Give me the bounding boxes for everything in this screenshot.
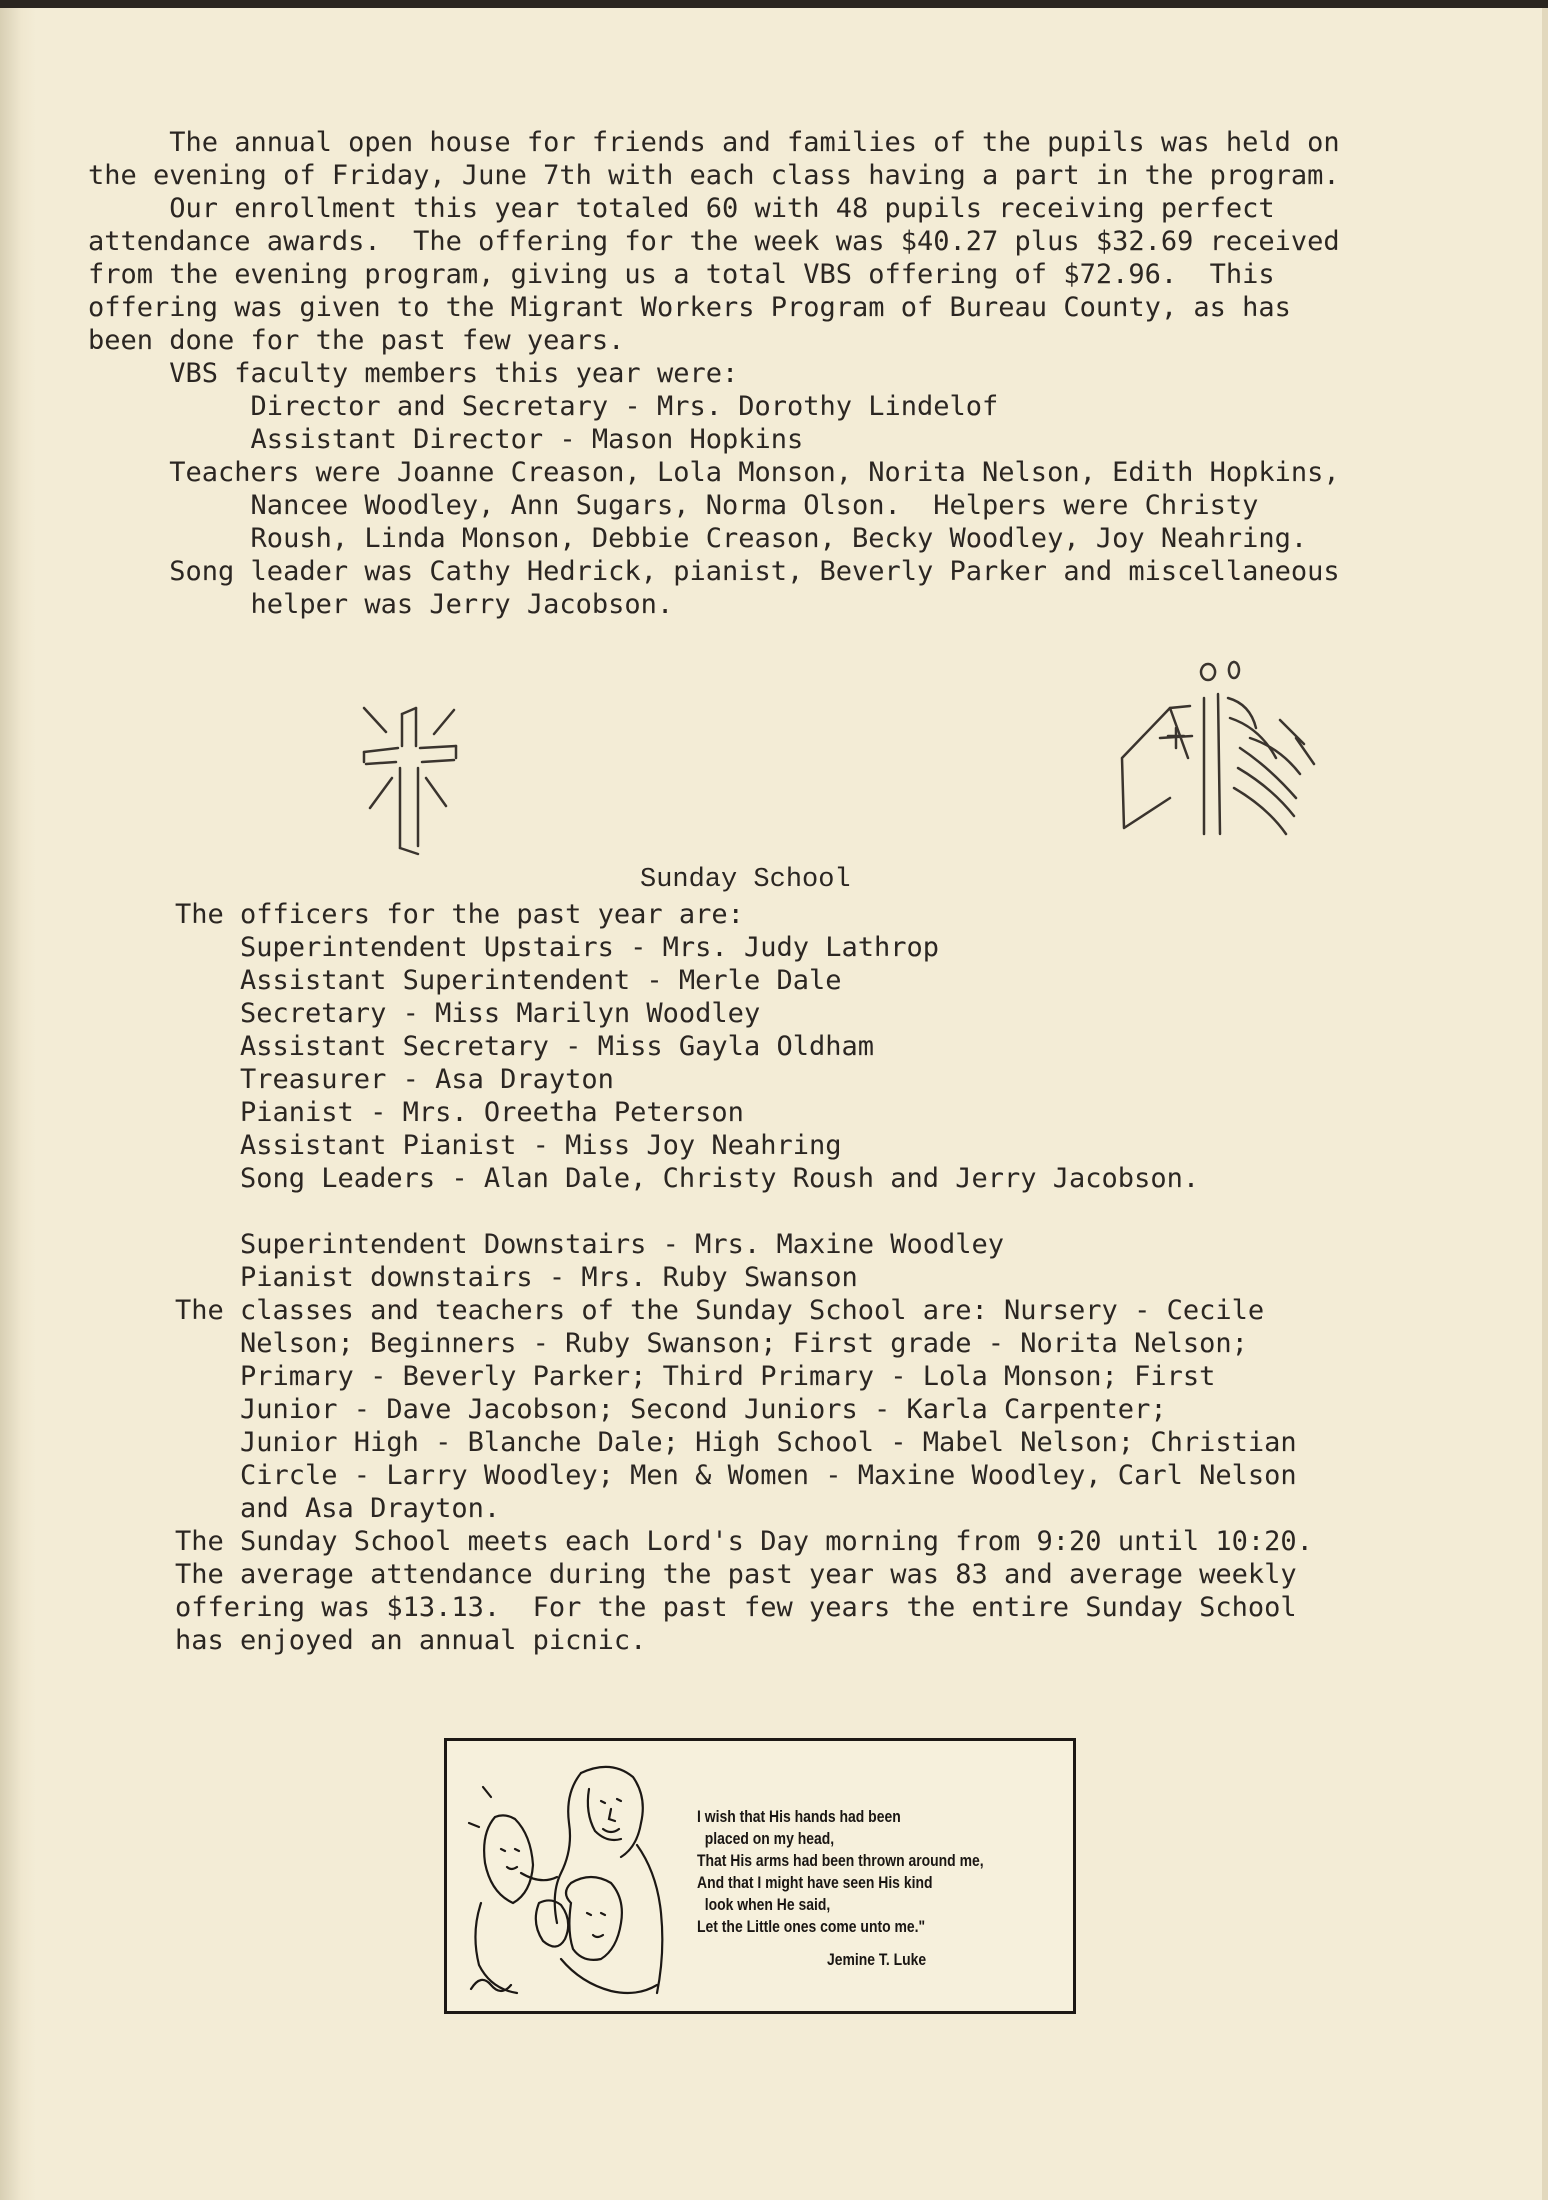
- sunday-school-heading: Sunday School: [640, 865, 851, 895]
- poem-author: Jemine T. Luke: [827, 1950, 927, 1969]
- cross-ornament-icon: [350, 698, 470, 868]
- sunday-school-text: The officers for the past year are: Superintendent Upstairs - Mrs. Judy Lathrop Assistant Superintendent - Merle Dale Secretary - Miss Marilyn Woodley Assistant Secretary - Miss Gayla Oldham Treasurer - Asa Drayton Pianist - Mrs. Oreetha Peterson Assistant Pianist - Miss Joy Neahring Song Leaders - Alan Dale, Christy Roush and Jerry Jacobson. Superintendent Downstairs - Mrs. Maxine Woodley Pianist downstairs - Mrs. Ruby Swanson The classes and teachers of the Sunday School are: Nursery - Cecile Nelson; Beginners - Ruby Swanson; First grade - Norita Nelson; Primary - Beverly Parker; Third Primary - Lola Monson; First Junior - Dave Jacobson; Second Juniors - Karla Carpenter; Junior High - Blanche Dale; High School - Mabel Nelson; Christian Circle - Larry Woodley; Men & Women - Maxine Woodley, Carl Nelson and Asa Drayton. The Sunday School meets each Lord's Day morning from 9:20 until 10:20. The average attendance during the past year was 83 and average weekly offering was $13.13. For the past few years the entire Sunday School has enjoyed an annual picnic.: [175, 899, 1313, 1656]
- document-page: [0, 8, 1548, 2200]
- jesus-with-children-illustration-icon: [461, 1753, 671, 2003]
- poem-text: I wish that His hands had been placed on my head, That His arms had been thrown around me, And that I might have seen His kind look when He said, Let the Little ones come unto me.": [697, 1807, 984, 1936]
- poem-clipping: [444, 1738, 1076, 2014]
- vbs-report-text: The annual open house for friends and families of the pupils was held on the evening of Friday, June 7th with each class having a part in the program. Our enrollment this year totaled 60 with 48 pupils receiving perfect attendance awards. The offering for the week was $40.27 plus $32.69 received from the evening program, giving us a total VBS offering of $72.96. This offering was given to the Migrant Workers Program of Bureau County, as has been done for the past few years. VBS faculty members this year were: Director and Secretary - Mrs. Dorothy Lindelof Assistant Director - Mason Hopkins Teachers were Joanne Creason, Lola Monson, Norita Nelson, Edith Hopkins, Nancee Woodley, Ann Sugars, Norma Olson. Helpers were Christy Roush, Linda Monson, Debbie Creason, Becky Woodley, Joy Neahring. Song leader was Cathy Hedrick, pianist, Beverly Parker and miscellaneous helper was Jerry Jacobson.: [88, 127, 1340, 620]
- chalice-ornament-icon: [1100, 648, 1340, 848]
